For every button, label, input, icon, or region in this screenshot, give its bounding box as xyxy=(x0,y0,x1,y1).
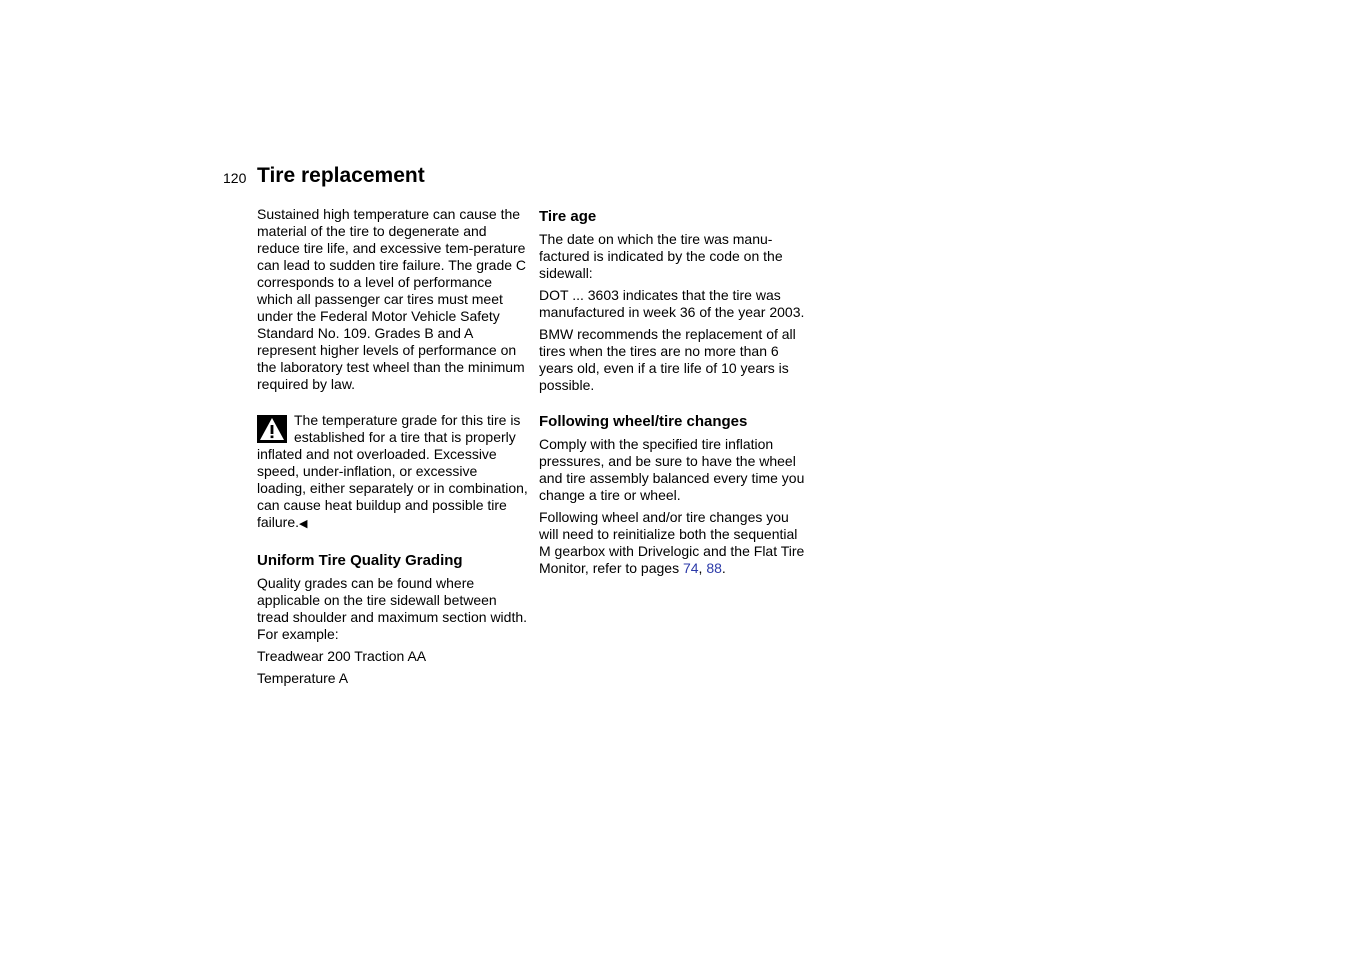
warning-block xyxy=(257,412,529,533)
tire-age-paragraph-1: The date on which the tire was manu-factured is indicated by the code on the sidewall: xyxy=(539,231,783,281)
right-column xyxy=(539,206,811,582)
link-separator: , xyxy=(698,560,707,576)
page-number: 120 xyxy=(223,170,247,186)
warning-triangle-icon xyxy=(257,415,287,443)
utqg-example-temperature: Temperature A xyxy=(257,670,349,686)
page-link-88[interactable]: 88 xyxy=(706,560,722,576)
warning-text: The temperature grade for this tire is established for a tire that is properly inflated and not overloaded. Excessive speed, under-inflation, or excessive loading, either separately or in combination, can cause heat buildup and possible tire failure. xyxy=(257,412,528,530)
utqg-heading: Uniform Tire Quality Grading xyxy=(257,552,463,569)
page-link-74[interactable]: 74 xyxy=(682,560,699,576)
end-mark-icon: ◀ xyxy=(299,518,308,530)
utqg-paragraph: Quality grades can be found where applicable on the tire sidewall between tread shoulder and maximum section width. For example: xyxy=(257,575,528,642)
tire-age-paragraph-2: DOT ... 3603 indicates that the tire was manufactured in week 36 of the year 2003. xyxy=(539,287,805,320)
changes-paragraph-2 xyxy=(539,509,811,577)
left-column xyxy=(257,206,529,692)
intro-paragraph: Sustained high temperature can cause the material of the tire to degenerate and reduce tire life, and excessive tem-perature can lead to sudden tire failure. The grade C corresponds to a level of performance which all passenger car tires must meet under the Federal Motor Vehicle Safety Standard No. 109. Grades B and A represent higher levels of performance on the laboratory test wheel than the minimum required by law. xyxy=(257,206,527,392)
changes-paragraph-2-text: Following wheel and/or tire changes you will need to reinitialize both the sequential M gearbox with Drivelogic and the Flat Tire Monitor, refer to pages xyxy=(539,509,805,576)
utqg-example-treadwear: Treadwear 200 Traction AA xyxy=(257,648,427,664)
tire-age-paragraph-3: BMW recommends the replacement of all tires when the tires are no more than 6 years old, even if a tire life of 10 years is possible. xyxy=(539,326,796,393)
page-title: Tire replacement xyxy=(257,164,425,187)
sentence-period: . xyxy=(721,560,726,576)
tire-age-heading: Tire age xyxy=(539,208,597,225)
wheel-tire-changes-heading: Following wheel/tire changes xyxy=(539,413,748,430)
changes-paragraph-1: Comply with the specified tire inflation pressures, and be sure to have the wheel and tire assembly balanced every time you change a tire or wheel. xyxy=(539,436,805,503)
